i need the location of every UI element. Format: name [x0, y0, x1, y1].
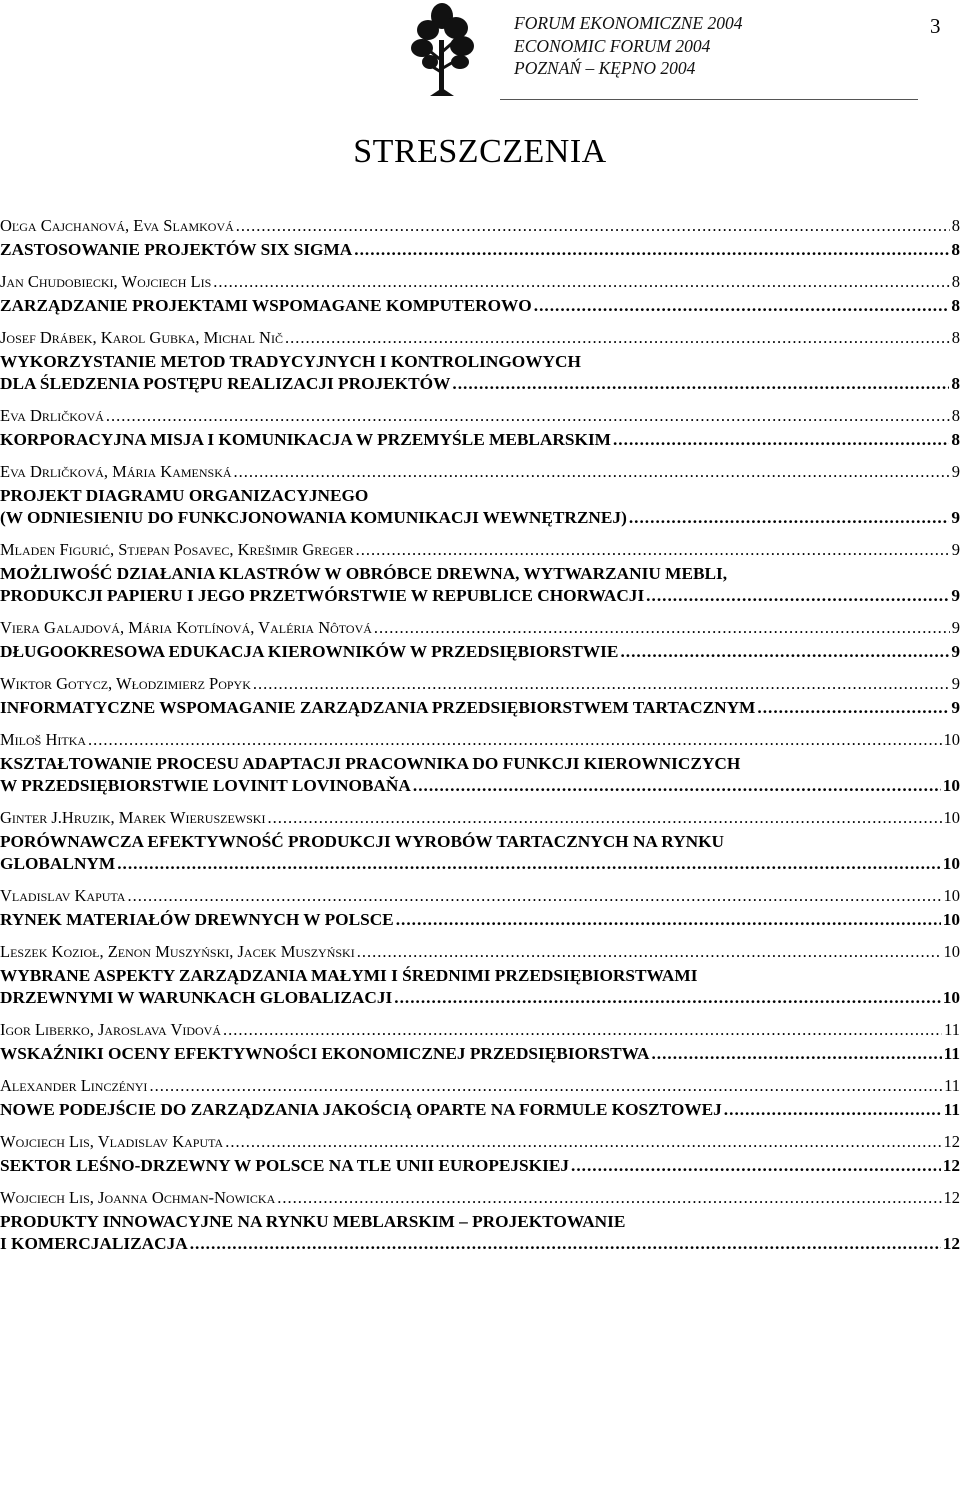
page-ref: 11 [944, 1076, 960, 1095]
toc-entry-line [0, 1155, 960, 1177]
article-title: DŁUGOOKRESOWA EDUKACJA KIEROWNIKÓW W PRZEDSIĘBIORSTWIE [0, 642, 619, 661]
article-title: KSZTAŁTOWANIE PROCESU ADAPTACJI PRACOWNIKA DO FUNKCJI KIEROWNICZYCH [0, 754, 741, 773]
author-names: Mladen Figurić, Stjepan Posavec, Krešimir Greger [0, 540, 354, 559]
toc-entry-line [0, 239, 960, 261]
dot-leader [534, 295, 950, 317]
toc-entry-line [0, 1020, 960, 1040]
toc-entry-line [0, 641, 960, 663]
toc-entry-line [0, 909, 960, 931]
toc-author-entry[interactable] [0, 618, 960, 641]
toc-article-entry[interactable] [0, 697, 960, 719]
dot-leader [234, 462, 950, 482]
dot-leader [267, 808, 941, 828]
article-title: PRODUKTY INNOWACYJNE NA RYNKU MEBLARSKIM – PROJEKTOWANIE [0, 1212, 626, 1231]
page-ref: 8 [951, 328, 960, 347]
toc-entry-line [0, 1099, 960, 1121]
toc-author-entry[interactable] [0, 886, 960, 909]
toc-entry-line [0, 942, 960, 962]
dot-leader [127, 886, 941, 906]
toc-author-entry[interactable] [0, 540, 960, 563]
toc-entry-line [0, 429, 960, 451]
toc-entry-line [0, 585, 960, 607]
page-ref: 8 [951, 272, 960, 291]
toc-entry-line [0, 674, 960, 694]
page-ref: 9 [951, 508, 960, 527]
article-title: WYKORZYSTANIE METOD TRADYCYJNYCH I KONTROLINGOWYCH [0, 352, 581, 371]
dot-leader [117, 853, 941, 875]
article-title: SEKTOR LEŚNO-DRZEWNY W POLSCE NA TLE UNII EUROPEJSKIEJ [0, 1156, 569, 1175]
author-names: Wiktor Gotycz, Włodzimierz Popyk [0, 674, 251, 693]
toc-author-entry[interactable] [0, 216, 960, 239]
toc-entry-line [0, 563, 960, 585]
page-ref: 9 [951, 698, 960, 717]
author-names: Ginter J.Hruzik, Marek Wieruszewski [0, 808, 266, 827]
page-number: 3 [930, 14, 941, 38]
page-ref: 8 [951, 216, 960, 235]
toc-entry-line [0, 272, 960, 292]
toc-entry-line [0, 1233, 960, 1255]
dot-leader [277, 1188, 941, 1208]
article-title: NOWE PODEJŚCIE DO ZARZĄDZANIA JAKOŚCIĄ OPARTE NA FORMULE KOSZTOWEJ [0, 1100, 722, 1119]
dot-leader [225, 1132, 941, 1152]
article-title: RYNEK MATERIAŁÓW DREWNYCH W POLSCE [0, 910, 394, 929]
page-ref: 10 [942, 988, 960, 1007]
toc-entry-line [0, 295, 960, 317]
toc-article-entry[interactable] [0, 753, 960, 797]
page-title: STRESZCZENIA [353, 133, 607, 170]
dot-leader [724, 1099, 942, 1121]
dot-leader [354, 239, 949, 261]
article-title: W PRZEDSIĘBIORSTWIE LOVINIT LOVINOBAŇA [0, 776, 411, 795]
dot-leader [88, 730, 941, 750]
conference-line-en: ECONOMIC FORUM 2004 [514, 35, 711, 56]
page-ref: 8 [951, 296, 960, 315]
author-names: Josef Drábek, Karol Gubka, Michal Nič [0, 328, 283, 347]
dot-leader [106, 406, 950, 426]
author-names: Viera Galajdová, Mária Kotlínová, Valéria Nôtová [0, 618, 372, 637]
toc-entry-line [0, 831, 960, 853]
toc-article-entry[interactable] [0, 965, 960, 1009]
author-names: Wojciech Lis, Vladislav Kaputa [0, 1132, 224, 1151]
dot-leader [223, 1020, 942, 1040]
article-title: INFORMATYCZNE WSPOMAGANIE ZARZĄDZANIA PRZEDSIĘBIORSTWEM TARTACZNYM [0, 698, 756, 717]
header-rule [500, 99, 918, 100]
article-title: DRZEWNYMI W WARUNKACH GLOBALIZACJI [0, 988, 393, 1007]
dot-leader [613, 429, 949, 451]
conference-header [514, 12, 742, 80]
page-ref: 8 [951, 374, 960, 393]
dot-leader [413, 775, 941, 797]
toc-entry-line [0, 965, 960, 987]
article-title: MOŻLIWOŚĆ DZIAŁANIA KLASTRÓW W OBRÓBCE DREWNA, WYTWARZANIU MEBLI, [0, 564, 728, 583]
toc-entry-line [0, 730, 960, 750]
toc-article-entry[interactable] [0, 239, 960, 261]
toc-author-entry[interactable] [0, 1020, 960, 1043]
toc-article-entry[interactable] [0, 485, 960, 529]
toc-article-entry[interactable] [0, 1155, 960, 1177]
toc-entry-line [0, 1132, 960, 1152]
author-names: Miloš Hitka [0, 730, 87, 749]
toc-entry-line [0, 462, 960, 482]
toc-entry-line [0, 853, 960, 875]
toc-author-entry[interactable] [0, 1188, 960, 1211]
toc-author-entry[interactable] [0, 674, 960, 697]
page-ref: 11 [944, 1020, 960, 1039]
author-names: Wojciech Lis, Joanna Ochman-Nowicka [0, 1188, 276, 1207]
article-title: (W ODNIESIENIU DO FUNKCJONOWANIA KOMUNIKACJI WEWNĘTRZNEJ) [0, 508, 627, 527]
dot-leader [757, 697, 949, 719]
author-names: Eva Drličková [0, 406, 104, 425]
page-ref: 10 [942, 776, 960, 795]
dot-leader [236, 216, 950, 236]
dot-leader [651, 1043, 941, 1065]
conference-line-pl: FORUM EKONOMICZNE 2004 [514, 13, 743, 33]
article-title: DLA ŚLEDZENIA POSTĘPU REALIZACJI PROJEKTÓW [0, 374, 451, 393]
toc-article-entry[interactable] [0, 295, 960, 317]
article-title: ZARZĄDZANIE PROJEKTAMI WSPOMAGANE KOMPUTEROWO [0, 296, 532, 315]
page-ref: 12 [942, 1234, 960, 1253]
toc-entry-line [0, 775, 960, 797]
page-ref: 10 [942, 910, 960, 929]
dot-leader [253, 674, 950, 694]
dot-leader [396, 909, 941, 931]
toc-article-entry[interactable] [0, 641, 960, 663]
page-ref: 12 [943, 1188, 960, 1207]
dot-leader [213, 272, 949, 292]
toc-entry-line [0, 216, 960, 236]
toc-entry-line [0, 753, 960, 775]
page-ref: 10 [943, 808, 960, 827]
toc-author-entry[interactable] [0, 328, 960, 351]
toc-author-entry[interactable] [0, 1076, 960, 1099]
toc-entry-line [0, 1076, 960, 1096]
dot-leader [452, 373, 949, 395]
toc-entry-line [0, 540, 960, 560]
dot-leader [374, 618, 950, 638]
toc-entry-line [0, 351, 960, 373]
toc-author-entry[interactable] [0, 808, 960, 831]
toc-entry-line [0, 618, 960, 638]
toc-article-entry[interactable] [0, 351, 960, 395]
page-ref: 8 [951, 240, 960, 259]
toc-article-entry[interactable] [0, 1043, 960, 1065]
toc-entry-line [0, 1043, 960, 1065]
page-ref: 10 [942, 854, 960, 873]
page-ref: 11 [943, 1044, 960, 1063]
toc-article-entry[interactable] [0, 429, 960, 451]
author-names: Igor Liberko, Jaroslava Vidová [0, 1020, 222, 1039]
author-names: Leszek Kozioł, Zenon Muszyński, Jacek Muszyński [0, 942, 355, 961]
tree-logo [408, 0, 478, 100]
article-title: ZASTOSOWANIE PROJEKTÓW SIX SIGMA [0, 240, 353, 259]
toc-entry-line [0, 406, 960, 426]
page-ref: 9 [951, 674, 960, 693]
toc-article-entry[interactable] [0, 1211, 960, 1255]
page-ref: 10 [943, 886, 960, 905]
article-title: PORÓWNAWCZA EFEKTYWNOŚĆ PRODUKCJI WYROBÓW TARTACZNYCH NA RYNKU [0, 832, 725, 851]
toc-article-entry[interactable] [0, 1099, 960, 1121]
dot-leader [646, 585, 949, 607]
dot-leader [357, 942, 942, 962]
toc-article-entry[interactable] [0, 831, 960, 875]
dot-leader [190, 1233, 941, 1255]
dot-leader [394, 987, 940, 1009]
dot-leader [356, 540, 950, 560]
toc-entry-line [0, 808, 960, 828]
toc-entry-line [0, 507, 960, 529]
toc-entry-line [0, 373, 960, 395]
article-title: I KOMERCJALIZACJA [0, 1234, 188, 1253]
table-of-contents [0, 216, 960, 1266]
page-ref: 8 [951, 406, 960, 425]
article-title: PROJEKT DIAGRAMU ORGANIZACYJNEGO [0, 486, 369, 505]
dot-leader [629, 507, 950, 529]
toc-author-entry[interactable] [0, 1132, 960, 1155]
toc-author-entry[interactable] [0, 462, 960, 485]
page-ref: 12 [943, 1132, 960, 1151]
page-ref: 9 [951, 618, 960, 637]
article-title: PRODUKCJI PAPIERU I JEGO PRZETWÓRSTWIE W REPUBLICE CHORWACJI [0, 586, 645, 605]
toc-entry-line [0, 1211, 960, 1233]
author-names: Vladislav Kaputa [0, 886, 126, 905]
page-ref: 9 [951, 586, 960, 605]
page-ref: 10 [943, 942, 960, 961]
toc-entry-line [0, 697, 960, 719]
toc-entry-line [0, 1188, 960, 1208]
toc-article-entry[interactable] [0, 563, 960, 607]
author-names: Alexander Linczényi [0, 1076, 148, 1095]
page-ref: 9 [951, 540, 960, 559]
article-title: GLOBALNYM [0, 854, 116, 873]
toc-entry-line [0, 987, 960, 1009]
toc-entry-line [0, 328, 960, 348]
dot-leader [149, 1076, 942, 1096]
article-title: WYBRANE ASPEKTY ZARZĄDZANIA MAŁYMI I ŚREDNIMI PRZEDSIĘBIORSTWAMI [0, 966, 698, 985]
toc-entry-line [0, 485, 960, 507]
toc-author-entry[interactable] [0, 272, 960, 295]
dot-leader [571, 1155, 941, 1177]
author-names: Eva Drličková, Mária Kamenská [0, 462, 232, 481]
toc-author-entry[interactable] [0, 406, 960, 429]
article-title: KORPORACYJNA MISJA I KOMUNIKACJA W PRZEMYŚLE MEBLARSKIM [0, 430, 611, 449]
page-ref: 9 [951, 642, 960, 661]
toc-author-entry[interactable] [0, 942, 960, 965]
article-title: WSKAŹNIKI OCENY EFEKTYWNOŚCI EKONOMICZNEJ PRZEDSIĘBIORSTWA [0, 1044, 650, 1063]
page-ref: 11 [943, 1100, 960, 1119]
page-ref: 12 [942, 1156, 960, 1175]
dot-leader [285, 328, 950, 348]
toc-article-entry[interactable] [0, 909, 960, 931]
dot-leader [620, 641, 949, 663]
author-names: Oľga Cajchanová, Eva Slamková [0, 216, 234, 235]
toc-entry-line [0, 886, 960, 906]
page-ref: 8 [951, 430, 960, 449]
author-names: Jan Chudobiecki, Wojciech Lis [0, 272, 212, 291]
page-ref: 9 [951, 462, 960, 481]
toc-author-entry[interactable] [0, 730, 960, 753]
page-ref: 10 [943, 730, 960, 749]
conference-line-location: POZNAŃ – KĘPNO 2004 [514, 58, 696, 78]
